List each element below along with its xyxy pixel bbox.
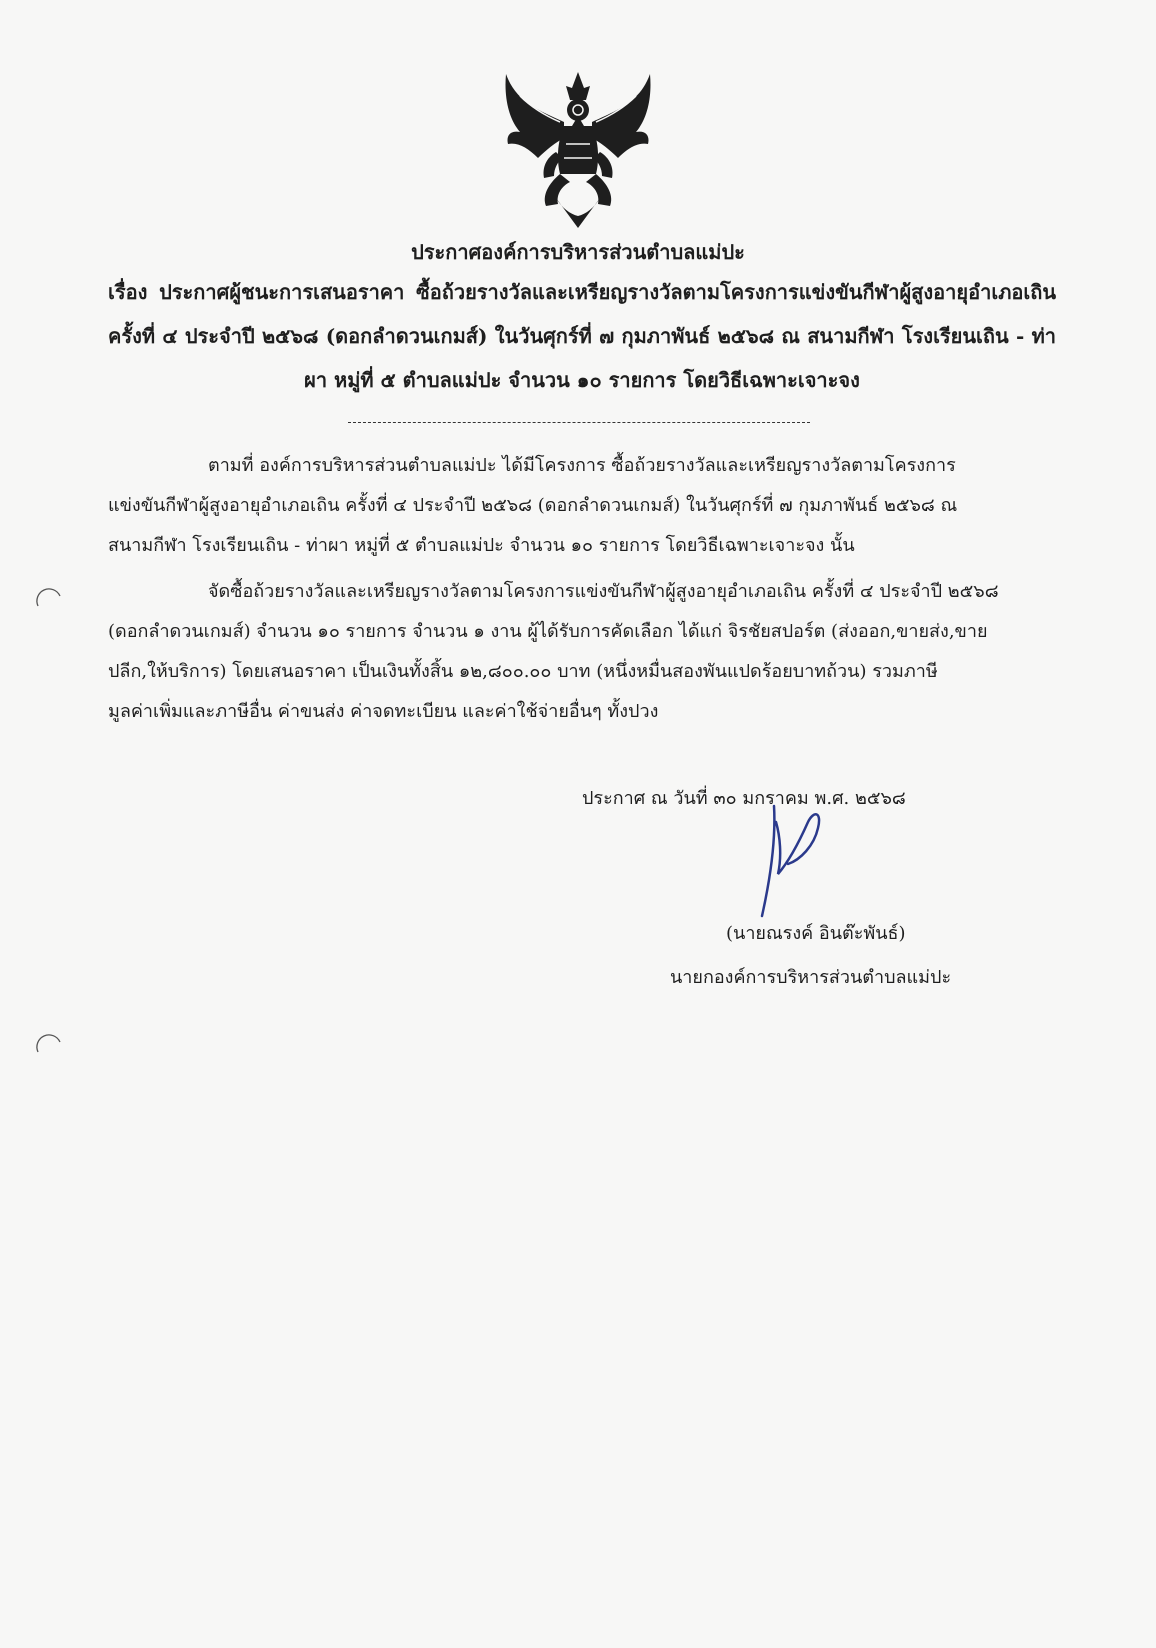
paragraph-line: ปลีก,ให้บริการ) โดยเสนอราคา เป็นเงินทั้งสิ้น ๑๒,๘๐๐.๐๐ บาท (หนึ่งหมื่นสองพันแปดร้อยบาทถ้วน) รวมภาษี (108, 661, 938, 682)
punch-hole-icon (34, 1030, 64, 1060)
dashed-divider (348, 422, 810, 423)
garuda-emblem-icon (498, 66, 658, 232)
signer-name: (นายณรงค์ อินต๊ะพันธ์) (726, 923, 906, 944)
handwritten-signature (756, 800, 826, 920)
paragraph-line: จัดซื้อถ้วยรางวัลและเหรียญรางวัลตามโครงการแข่งขันกีฬาผู้สูงอายุอำเภอเถิน ครั้งที่ ๔ ประจำปี ๒๕๖๘ (208, 581, 999, 602)
subject-line: ผา หมู่ที่ ๕ ตำบลแม่ปะ จำนวน ๑๐ รายการ โดยวิธีเฉพาะเจาะจง (304, 368, 860, 392)
punch-hole-icon (34, 584, 64, 614)
paragraph-line: มูลค่าเพิ่มและภาษีอื่น ค่าขนส่ง ค่าจดทะเบียน และค่าใช้จ่ายอื่นๆ ทั้งปวง (108, 701, 659, 722)
paragraph-line: ตามที่ องค์การบริหารส่วนตำบลแม่ปะ ได้มีโครงการ ซื้อถ้วยรางวัลและเหรียญรางวัลตามโครงการ (208, 455, 956, 476)
subject-line: ครั้งที่ ๔ ประจำปี ๒๕๖๘ (ดอกลำดวนเกมส์) ในวันศุกร์ที่ ๗ กุมภาพันธ์ ๒๕๖๘ ณ สนามกีฬา โรงเรียนเถิน - ท่า (108, 324, 1056, 348)
paragraph-line: (ดอกลำดวนเกมส์) จำนวน ๑๐ รายการ จำนวน ๑ งาน ผู้ได้รับการคัดเลือก ได้แก่ จิรชัยสปอร์ต (ส่งออก,ขายส่ง,ขาย (108, 621, 988, 642)
body-paragraph (108, 446, 1056, 566)
paragraph-line: แข่งขันกีฬาผู้สูงอายุอำเภอเถิน ครั้งที่ ๔ ประจำปี ๒๕๖๘ (ดอกลำดวนเกมส์) ในวันศุกร์ที่ ๗ กุมภาพันธ์ ๒๕๖๘ ณ (108, 495, 958, 516)
announcement-subject (108, 270, 1056, 402)
announcement-title: ประกาศองค์การบริหารส่วนตำบลแม่ปะ (411, 240, 745, 264)
body-paragraph (108, 572, 1056, 732)
announcement-date: ประกาศ ณ วันที่ ๓๐ มกราคม พ.ศ. ๒๕๖๘ (582, 788, 906, 809)
signer-title: นายกองค์การบริหารส่วนตำบลแม่ปะ (670, 967, 952, 988)
subject-line: เรื่อง ประกาศผู้ชนะการเสนอราคา ซื้อถ้วยรางวัลและเหรียญรางวัลตามโครงการแข่งขันกีฬาผู้สูงอายุอำเภอเถิน (108, 280, 1056, 304)
paragraph-line: สนามกีฬา โรงเรียนเถิน - ท่าผา หมู่ที่ ๕ ตำบลแม่ปะ จำนวน ๑๐ รายการ โดยวิธีเฉพาะเจาะจง นั้น (108, 535, 855, 556)
